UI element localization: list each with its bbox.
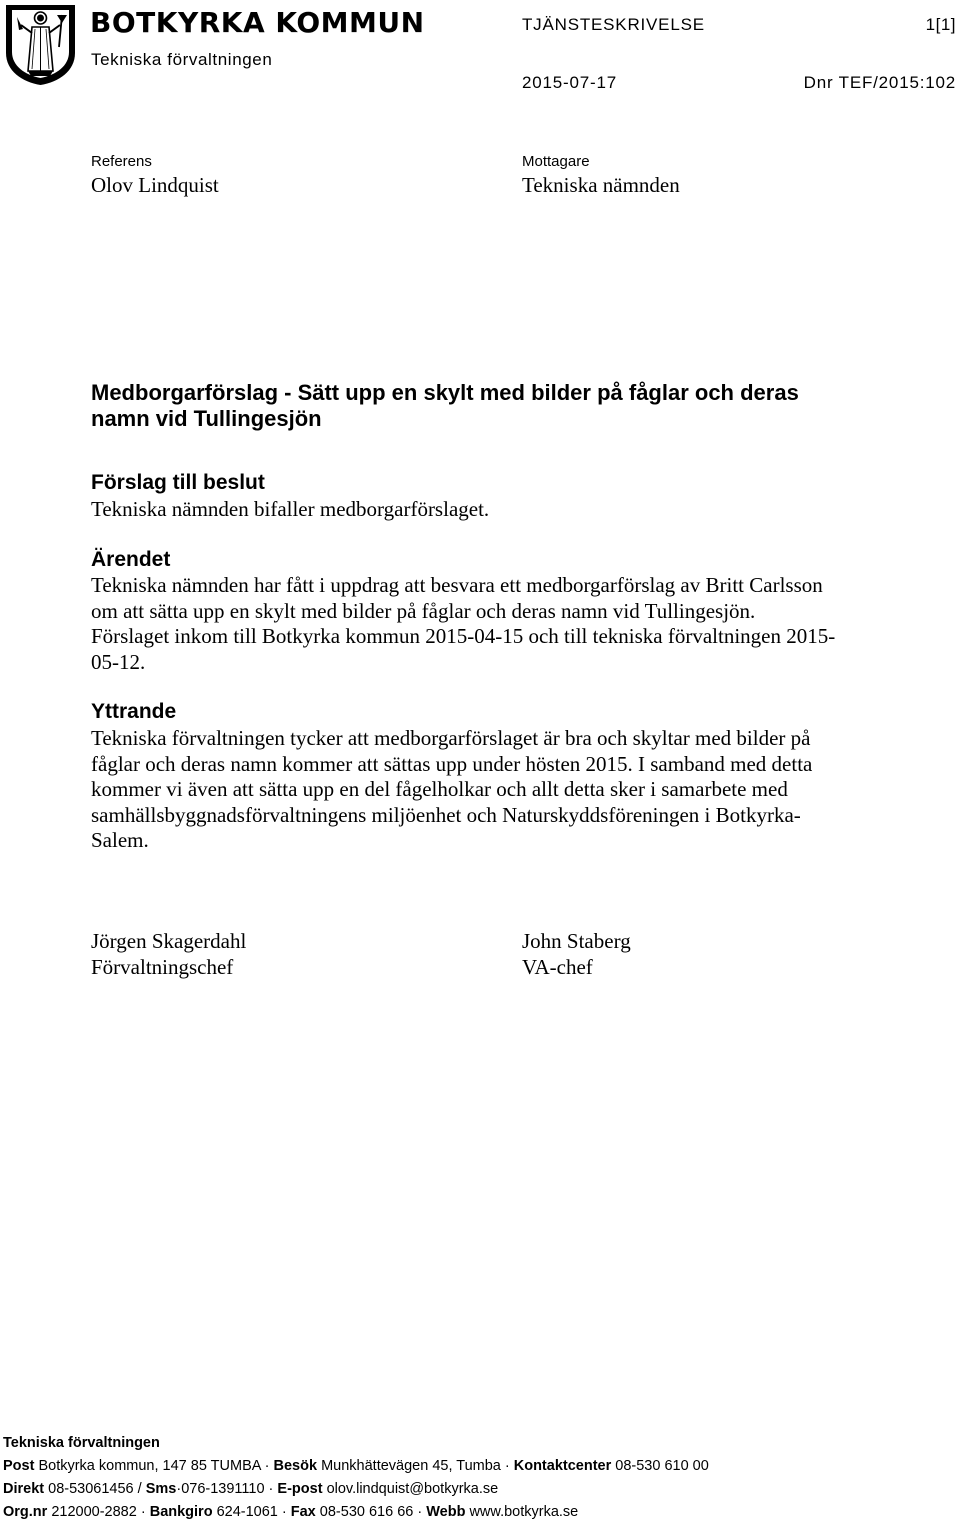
footer-visit-value: Munkhättevägen 45, Tumba <box>321 1458 501 1474</box>
signatory-name: John Staberg <box>522 929 631 953</box>
footer-contact-line: Direkt 08-53061456 / Sms·076-1391110 · E-post olov.lindquist@botkyrka.se <box>3 1481 499 1497</box>
footer-sms-value: 076-1391110 <box>181 1481 265 1497</box>
signatory-name: Jörgen Skagerdahl <box>91 929 247 953</box>
signature-block-1 <box>91 929 246 980</box>
organization-name: BOTKYRKA KOMMUN <box>90 6 425 39</box>
signatory-title: Förvaltningschef <box>91 954 234 979</box>
recipient-value: Tekniska nämnden <box>522 173 680 197</box>
footer-web-label: Webb <box>426 1504 466 1520</box>
document-type: TJÄNSTESKRIVELSE <box>522 15 705 34</box>
footer-email-label: E-post <box>277 1481 323 1497</box>
footer-orgnr-label: Org.nr <box>3 1504 48 1520</box>
section-text-matter: Tekniska nämnden har fått i uppdrag att besvara ett medborgarförslag av Britt Carlsson om att sätta upp en skylt med bilder på fåglar och deras namn vid Tullingesjön. Förslaget inkom till Botkyrka kommun 2015-04-15 och till tekniska förvaltningen 2015-05-12. <box>91 573 836 674</box>
department-name: Tekniska förvaltningen <box>91 50 273 69</box>
footer-bankgiro-value: 624-1061 <box>216 1504 278 1520</box>
footer-web-value: www.botkyrka.se <box>469 1504 579 1520</box>
footer-direct-label: Direkt <box>3 1481 45 1497</box>
reference-value: Olov Lindquist <box>91 173 219 197</box>
footer-orgnr-value: 212000-2882 <box>51 1504 137 1520</box>
footer-post-label: Post <box>3 1458 35 1474</box>
diary-number: Dnr TEF/2015:102 <box>803 73 956 92</box>
footer-organization: Tekniska förvaltningen <box>3 1435 160 1451</box>
footer-direct-value: 08-53061456 <box>48 1481 134 1497</box>
footer-bankgiro-label: Bankgiro <box>149 1504 213 1520</box>
document-title: Medborgarförslag - Sätt upp en skylt med bilder på fåglar och deras namn vid Tullingesjön <box>91 380 799 431</box>
section-text-proposal: Tekniska nämnden bifaller medborgarförslaget. <box>91 497 490 521</box>
recipient-label: Mottagare <box>522 153 590 170</box>
section-heading-matter: Ärendet <box>91 548 171 571</box>
footer-contact-label: Kontaktcenter <box>513 1458 612 1474</box>
reference-label: Referens <box>91 153 152 170</box>
page-number: 1[1] <box>925 15 956 34</box>
footer-address-line: Post Botkyrka kommun, 147 85 TUMBA · Besök Munkhättevägen 45, Tumba · Kontaktcenter 08-530 610 00 <box>3 1458 709 1474</box>
footer-email-value: olov.lindquist@botkyrka.se <box>326 1481 499 1497</box>
signatory-title: VA-chef <box>522 954 593 979</box>
section-heading-proposal: Förslag till beslut <box>91 471 265 494</box>
footer-post-value: Botkyrka kommun, 147 85 TUMBA <box>38 1458 261 1474</box>
footer-sms-label: Sms <box>145 1481 177 1497</box>
footer-visit-label: Besök <box>273 1458 318 1474</box>
section-text-statement: Tekniska förvaltningen tycker att medborgarförslaget är bra och skyltar med bilder på fåglar och deras namn kommer att sättas upp under hösten 2015. I samband med detta kommer vi även att sätta upp en del fågelholkar och allt detta sker i samarbete med samhällsbyggnadsförvaltningens miljöenhet och Naturskyddsföreningen i Botkyrka-Salem. <box>91 726 813 852</box>
footer-contact-value: 08-530 610 00 <box>615 1458 709 1474</box>
document-date: 2015-07-17 <box>522 73 617 92</box>
botkyrka-coat-of-arms-logo <box>4 3 77 86</box>
signature-block-2 <box>522 929 631 980</box>
footer-fax-label: Fax <box>290 1504 316 1520</box>
footer-registration-line: Org.nr 212000-2882 · Bankgiro 624-1061 · Fax 08-530 616 66 · Webb www.botkyrka.se <box>3 1504 579 1520</box>
section-heading-statement: Yttrande <box>91 700 177 723</box>
footer-fax-value: 08-530 616 66 <box>319 1504 414 1520</box>
